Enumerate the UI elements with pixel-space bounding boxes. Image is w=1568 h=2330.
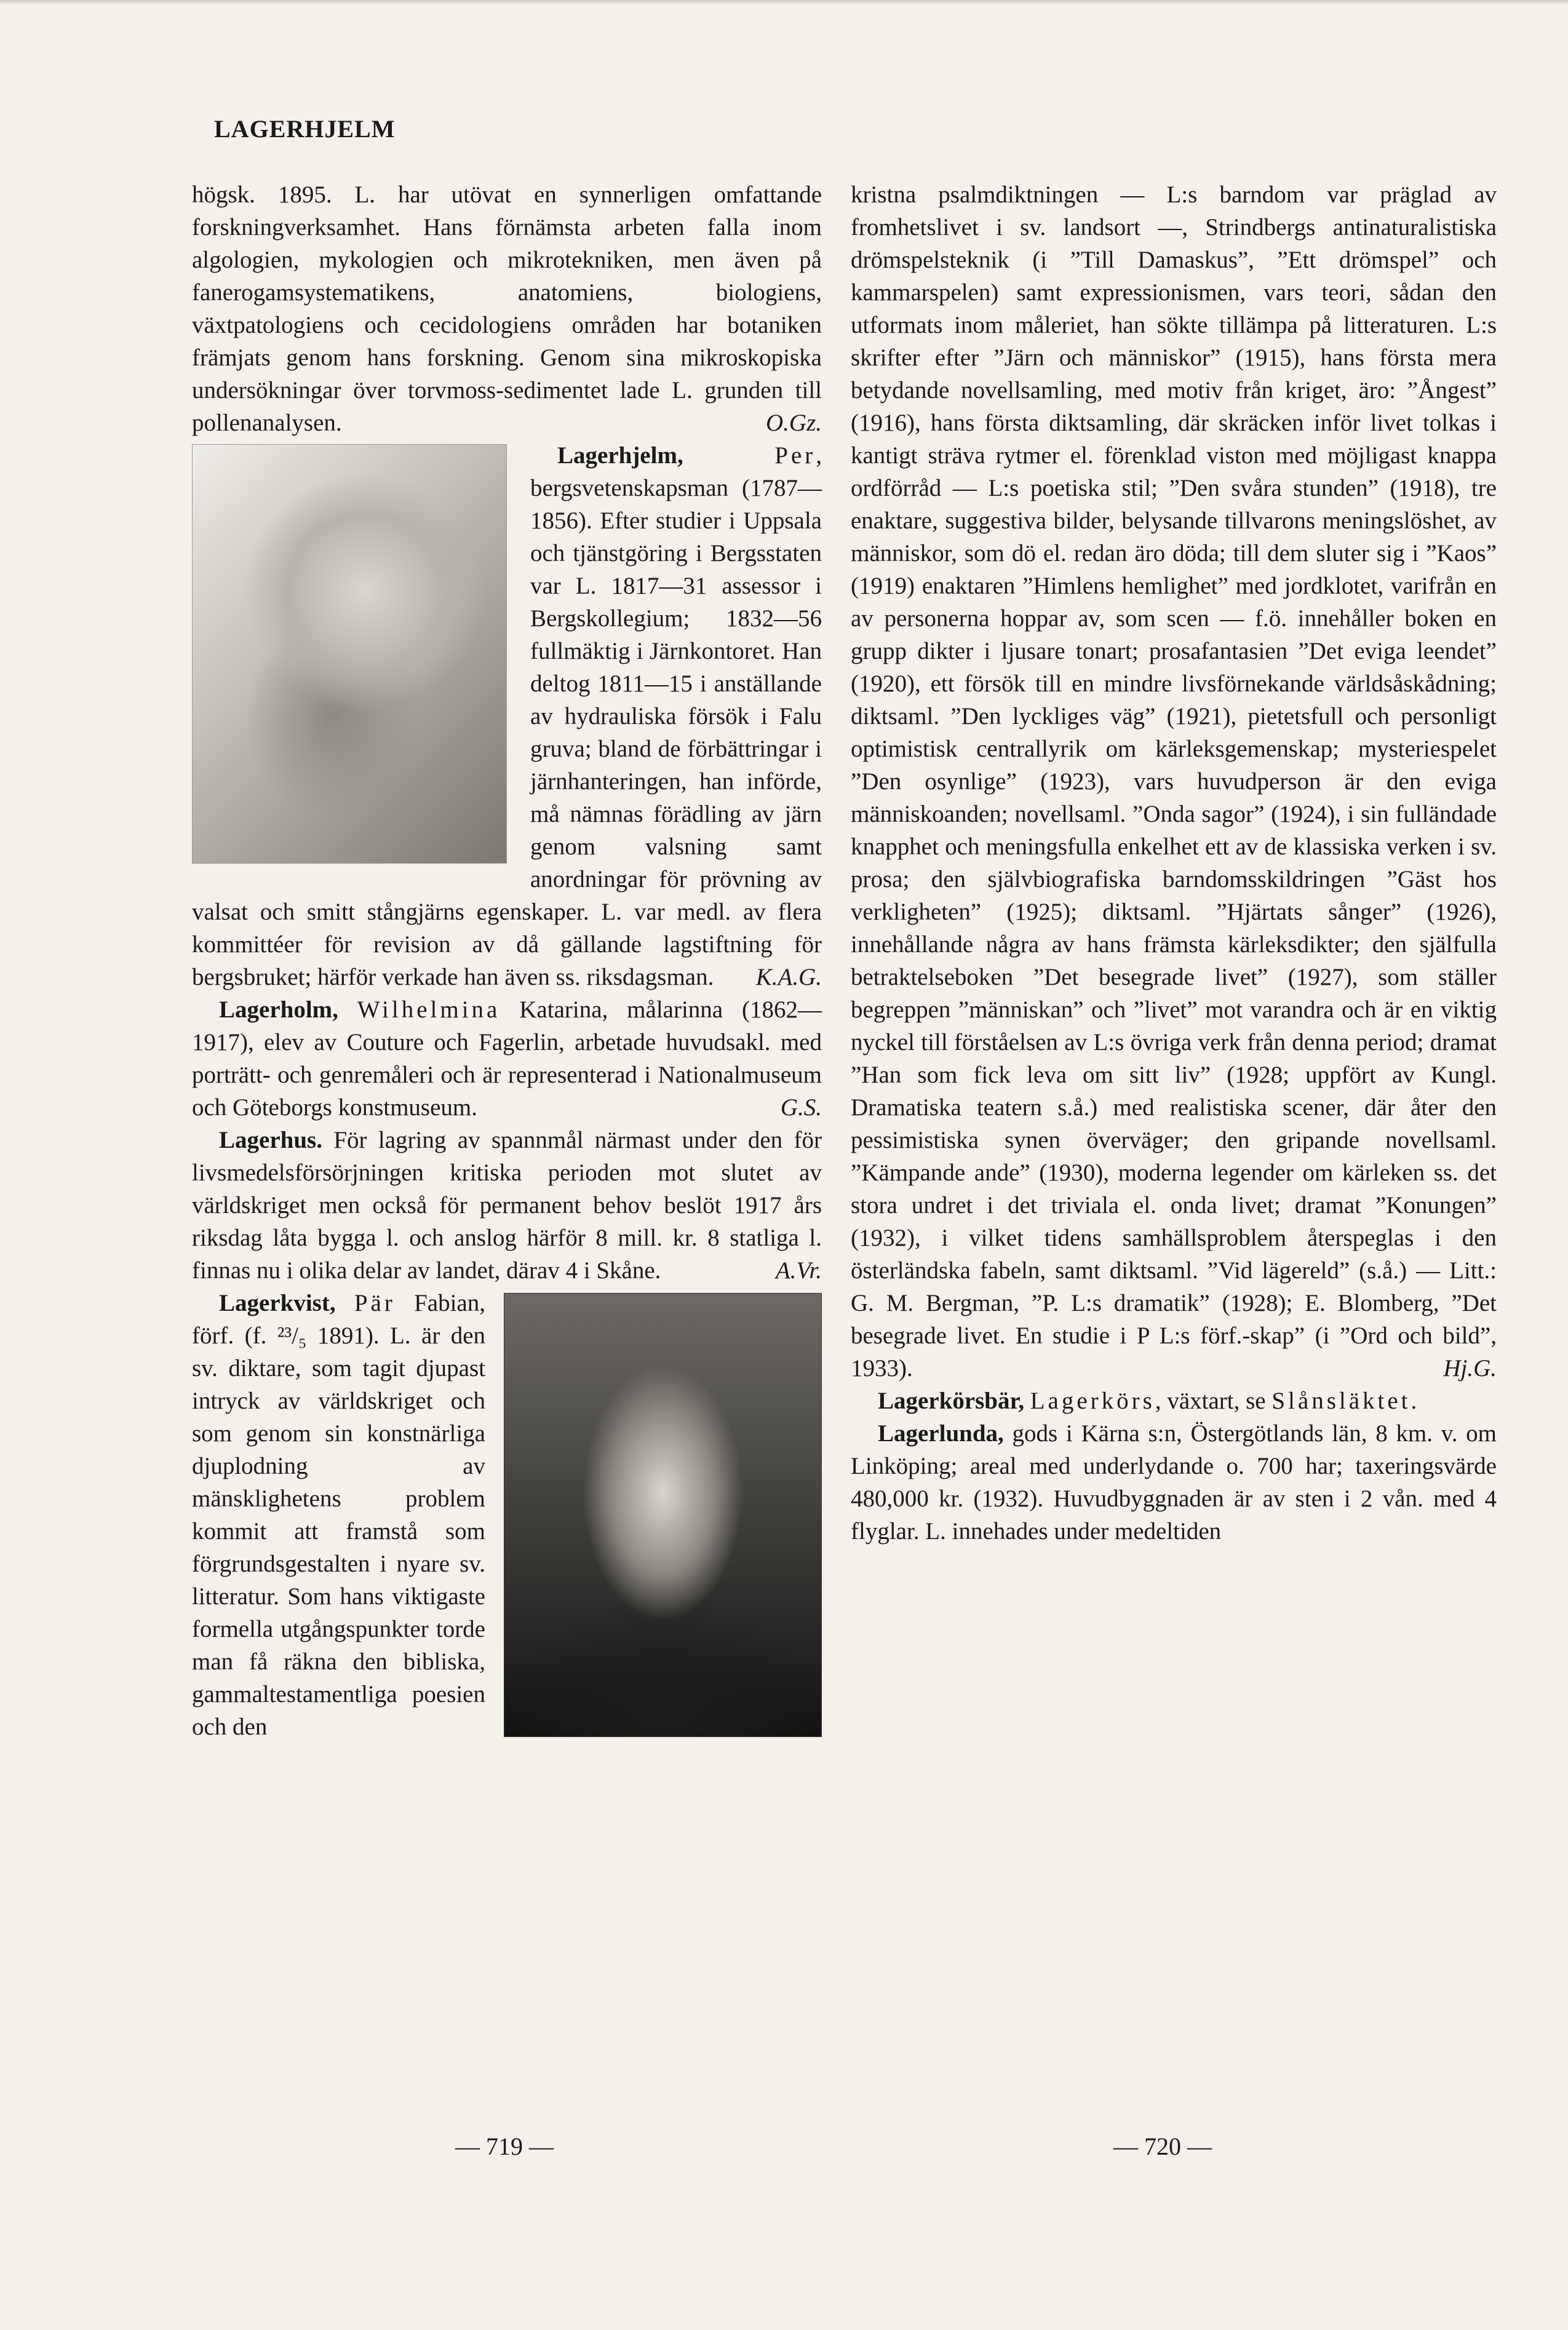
left-column <box>192 178 822 1743</box>
entry-headword: Lagerkvist, <box>219 1290 336 1316</box>
portrait-relief-image <box>192 444 507 864</box>
entry-lagerkvist: Lagerkvist, Pär Fabian, förf. (f. ²³/₅ 1891). L. är den sv. diktare, som tagit djupast intryck av världskriget och som genom sin konstnärliga djuplodning av mänsklighetens problem kommit att framstå som förgrundsgestalten i nyare sv. litteratur. Som hans viktigaste formella utgångspunkter torde man få räkna den bibliska, gammaltestamentliga poesien och den <box>192 1287 822 1743</box>
signature: K.A.G. <box>755 964 822 990</box>
entry-lagerkorsbar: Lagerkörsbär, Lagerkörs, växtart, se Slånsläktet. <box>878 1388 1420 1414</box>
signature: G.S. <box>780 1094 822 1121</box>
entry-forename: Wilhelmina <box>357 996 501 1023</box>
entry-headword: Lagerlunda, <box>878 1420 1004 1447</box>
signature: Hj.G. <box>1443 1355 1497 1382</box>
signature: O.Gz. <box>765 410 822 436</box>
entry-crossref: Lagerkörs <box>1030 1388 1155 1414</box>
entry-crossref: Slånsläktet. <box>1272 1388 1420 1414</box>
entry-lagerhus: Lagerhus. För lagring av spannmål närmast under den för livsmedelsförsörjningen kritiska perioden mot slutet av världskriget men också för permanent behov beslöt 1917 års riksdag låta bygga l. och anslog härför 8 mill. kr. 8 statliga l. finnas nu i olika delar av landet, därav 4 i Skåne. A.Vr. <box>192 1124 822 1287</box>
entry-forename: Per <box>774 442 816 469</box>
entry-headword: Lagerholm, <box>219 996 338 1023</box>
entry-headword: Lagerhus. <box>219 1127 322 1153</box>
page-number-right: — 720 — <box>1113 2133 1212 2160</box>
entry-lagerholm: Lagerholm, Wilhelmina Katarina, målarinna (1862—1917), elev av Couture och Fagerlin, arbetade huvudsakl. med porträtt- och genremåleri och är representerad i Nationalmuseum och Göteborgs konstmuseum. G.S. <box>192 993 822 1124</box>
portrait-photo-image <box>504 1293 822 1737</box>
entry-forename: Pär <box>354 1290 396 1316</box>
entry-headword: Lagerhjelm, <box>557 442 683 469</box>
page-top-edge <box>0 0 1568 5</box>
signature: A.Vr. <box>775 1257 822 1284</box>
running-head: LAGERHJELM <box>214 115 396 143</box>
page-number-left: — 719 — <box>455 2133 554 2160</box>
right-column <box>851 178 1497 1548</box>
entry-headword: Lagerkörsbär, <box>878 1388 1024 1414</box>
entry-lagerlunda: Lagerlunda, gods i Kärna s:n, Östergötlands län, 8 km. v. om Linköping; areal med underlydande o. 700 har; taxeringsvärde 480,000 kr. (1932). Huvudbyggnaden är av sten i 2 vån. med 4 flyglar. L. innehades under medeltiden <box>851 1420 1497 1545</box>
entry-lagerhjelm: Lagerhjelm, Per, bergsvetenskapsman (1787—1856). Efter studier i Uppsala och tjänstgöring i Bergsstaten var L. 1817—31 assessor i Bergskollegium; 1832—56 fullmäktig i Järnkontoret. Han deltog 1811—15 i anställande av hydrauliska försök i Falu gruva; bland de förbättringar i järnhanteringen, han införde, må nämnas förädling av järn genom valsning samt anordningar för prövning av valsat och smitt stångjärns egenskaper. L. var medl. av flera kommittéer för revision av då gällande lagstiftning för bergsbruket; härför verkade han även ss. riksdagsman. K.A.G. <box>192 439 822 993</box>
entry-continuation: högsk. 1895. L. har utövat en synnerligen omfattande forskningverksamhet. Hans förnämsta arbeten falla inom algologien, mykologien och mikrotekniken, men även på fanerogamsystematikens, anatomiens, biologiens, växtpatologiens och cecidologiens områden har botaniken främjats genom hans forskning. Genom sina mikroskopiska undersökningar över torvmoss-sedimentet lade L. grunden till pollenanalysen. O.Gz. <box>192 178 822 439</box>
entry-continuation: kristna psalmdiktningen — L:s barndom var präglad av fromhetslivet i sv. landsort —, Strindbergs antinaturalistiska drömspelsteknik (i ”Till Damaskus”, ”Ett drömspel” och kammarspelen) samt expressionismen, vars teori, sådan den utformats inom måleriet, han sökte tillämpa på litteraturen. L:s skrifter efter ”Järn och människor” (1915), hans första mera betydande novellsamling, med motiv från kriget, äro: ”Ångest” (1916), hans första diktsamling, där skräcken inför livet tolkas i kantigt sträva rytmer el. förenklad viston med möjligast knappa ordförråd — L:s poetiska stil; ”Den svåra stunden” (1918), tre enaktare, suggestiva bilder, belysande tillvarons meningslöshet, av människor, som dö el. redan äro döda; till dem sluter sig i ”Kaos” (1919) enaktaren ”Himlens hemlighet” med jordklotet, varifrån en av personerna hoppar av, som scen — f.ö. innehåller boken en grupp dikter i ljusare tonart; prosafantasien ”Det eviga leendet” (1920), ett försök till en mindre livsförnekande världsåskådning; diktsaml. ”Den lyckliges väg” (1921), pietetsfull och personligt optimistisk centrallyrik om kärleksgemenskap; mysteriespelet ”Den osynlige” (1923), vars huvudperson är den eviga människoanden; novellsaml. ”Onda sagor” (1924), i sin fulländade knapphet och meningsfulla enkelhet ett av de klassiska verken i sv. prosa; den självbiografiska barndomsskildringen ”Gäst hos verkligheten” (1925); diktsaml. ”Hjärtats sånger” (1926), innehållande några av hans främsta kärleksdikter; den själfulla betraktelseboken ”Det besegrade livet” (1927), som ställer begreppen ”människan” och ”livet” mot varandra och är en viktig nyckel till förståelsen av L:s övriga verk från denna period; dramat ”Han som fick leva om sitt liv” (1928; uppfört av Kungl. Dramatiska teatern s.å.) med realistiska scener, där åter den pessimistiska synen överväger; den gripande novellsaml. ”Kämpande ande” (1930), moderna legender om kärleken ss. det stora undret i det triviala el. onda livet; dramat ”Konungen” (1932), i vilket tidens samhällsproblem återspeglas i den österländska fabeln, samt diktsaml. ”Vid lägereld” (s.å.) — Litt.: G. M. Bergman, ”P. L:s dramatik” (1928); E. Blomberg, ”Det besegrade livet. En studie i P L:s förf.-skap” (i ”Ord och bild”, 1933). Hj.G. <box>851 178 1497 1385</box>
